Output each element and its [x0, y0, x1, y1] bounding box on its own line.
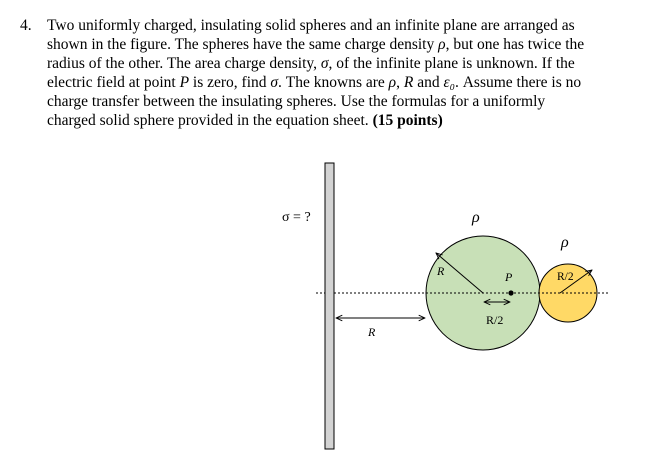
problem-text-run: ρ: [438, 36, 446, 53]
problem-text-run: charged solid sphere provided in the equation sheet.: [47, 112, 373, 129]
point-p-label: P: [505, 270, 513, 284]
large-radius-label: R: [437, 264, 445, 278]
problem-text-run: Two uniformly charged, insulating solid spheres and an infinite plane are arranged as: [47, 17, 575, 34]
problem-text-run: shown in the figure. The spheres have the same charge density: [47, 36, 439, 53]
point-p: [508, 290, 513, 295]
infinite-plane: [325, 163, 334, 449]
small-radius-label: R/2: [557, 271, 574, 283]
problem-text-run: (15 points): [372, 112, 443, 129]
problem-text-run: , but one has twice the: [445, 36, 585, 53]
problem-text-run: radius of the other. The area charge density,: [47, 55, 321, 72]
problem-text-run: and: [413, 74, 444, 91]
problem-text-run: charge transfer between the insulating spheres. Use the formulas for a uniformly: [47, 93, 546, 110]
problem-text-run: σ: [320, 55, 329, 72]
problem-text-run: , of the infinite plane is unknown. If the: [328, 55, 575, 72]
problem-text-run: R: [403, 74, 414, 91]
problem-text-run: . The knowns are: [278, 74, 389, 91]
plane-distance-label: R: [368, 325, 376, 339]
problem-text-run: is zero, find: [189, 74, 271, 91]
problem-text-run: ε₀: [443, 74, 455, 91]
problem-number: 4.: [20, 17, 32, 34]
problem-text-run: . Assume there is no: [454, 74, 582, 91]
problem-text-run: P: [179, 74, 190, 91]
problem-text-run: ρ: [388, 74, 397, 91]
problem-text-run: electric field at point: [47, 74, 180, 91]
plane-charge-label: σ = ?: [282, 210, 311, 225]
p-offset-label: R/2: [486, 313, 504, 327]
large-sphere-density-label: ρ: [472, 209, 480, 226]
problem-text-run: σ: [270, 74, 279, 91]
problem-text-run: ,: [396, 74, 404, 91]
small-sphere-density-label: ρ: [561, 234, 569, 251]
